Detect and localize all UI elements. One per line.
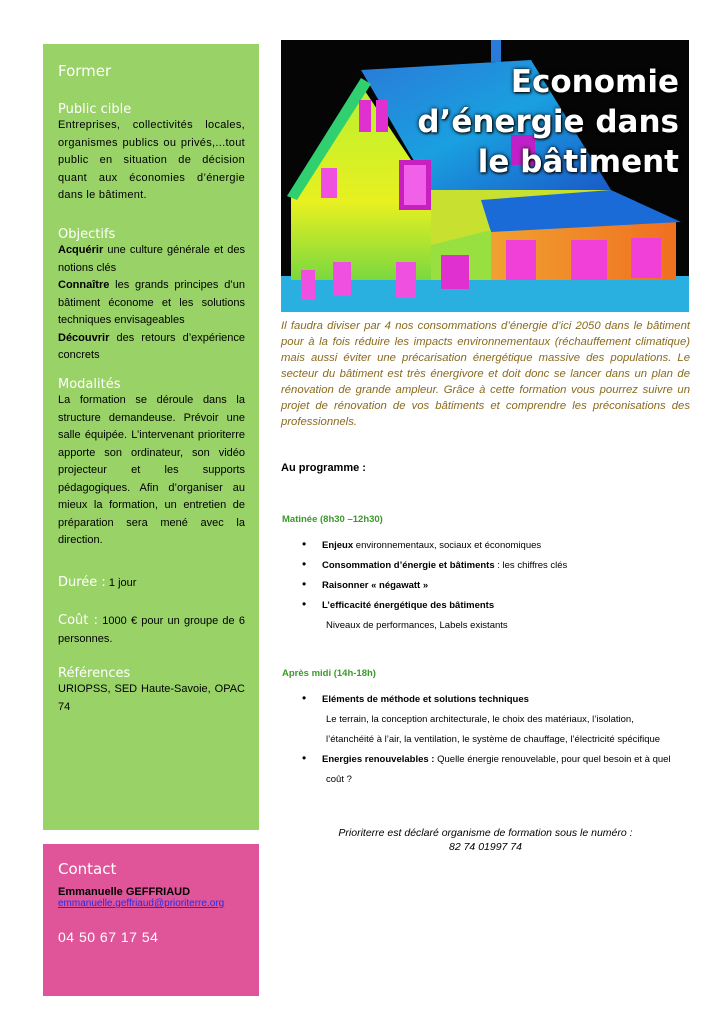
contact-title: Contact <box>58 860 117 878</box>
modalites-title: Modalités <box>58 377 121 392</box>
morning-list <box>302 536 692 636</box>
objectif-3: Découvrir des retours d’expérience concrets <box>58 331 245 361</box>
list-subitem: Le terrain, la conception architecturale, le choix des matériaux, l’isolation, <box>326 714 634 725</box>
contact-phone: 04 50 67 17 54 <box>58 929 159 945</box>
list-item: • Eléments de méthode et solutions techniques <box>302 691 529 705</box>
list-subitem: coût ? <box>326 774 352 785</box>
public-title: Public cible <box>58 102 132 117</box>
references-title: Références <box>58 666 131 681</box>
list-item: • Energies renouvelables : Quelle énergie renouvelable, pour quel besoin et à quel <box>302 751 671 765</box>
contact-name: Emmanuelle GEFFRIAUD <box>58 886 191 898</box>
objectifs-title: Objectifs <box>58 227 116 242</box>
afternoon-label: Après midi (14h-18h) <box>282 668 376 679</box>
contact-panel <box>43 844 259 996</box>
panel-header: Former <box>58 62 112 80</box>
intro-paragraph: Il faudra diviser par 4 nos consommations d’énergie d’ici 2050 dans le bâtiment pour à la fois réduire les impacts environnementaux (réchauffement climatique) mais aussi éviter une précarisation énergétique massive des populations. Le secteur du bâtiment est très énergivore et doit donc se lancer dans un plan de rénovation de grande ampleur. Grâce à cette formation vous pourrez suivre un projet de rénovation de vos bâtiments et comprendre les préconisations des professionnels. <box>281 320 690 428</box>
list-item: • Enjeux environnementaux, sociaux et économiques <box>302 537 542 551</box>
list-subitem: l’étanchéité à l’air, la ventilation, le système de chauffage, l’électricité spécifique <box>326 734 661 745</box>
hero-title: Economie d’énergie dans le bâtiment <box>417 64 679 180</box>
references-text: URIOPSS, SED Haute-Savoie, OPAC 74 <box>58 683 245 713</box>
public-text: Entreprises, collectivités locales, organismes publics ou privés,...tout public en situation de décision quant aux économies d’énergie dans le bâtiment. <box>58 119 245 201</box>
left-info-panel <box>43 44 259 830</box>
list-item: • Raisonner « négawatt » <box>302 577 429 591</box>
contact-email-link[interactable]: emmanuelle.geffriaud@prioriterre.org <box>58 898 225 909</box>
training-registration-note: Prioriterre est déclaré organisme de formation sous le numéro : 82 74 01997 74 <box>338 827 633 853</box>
morning-label: Matinée (8h30 –12h30) <box>282 514 383 525</box>
program-title: Au programme : <box>281 462 366 474</box>
duree-line: Durée : 1 jour <box>58 575 137 590</box>
list-item: • Consommation d’énergie et bâtiments : les chiffres clés <box>302 557 568 571</box>
thermal-house-image <box>281 40 689 312</box>
cout-line: Coût : 1000 € pour un groupe de 6 personnes. <box>58 613 245 645</box>
afternoon-list <box>302 690 692 790</box>
modalites-text: La formation se déroule dans la structure demandeuse. Prévoir une salle équipée. L’intervenant prioriterre apporte son ordinateur, son vidéo projecteur et les supports pédagogiques. Afin d’organiser au mieux la formation, un entretien de préparation sera mené avec la direction. <box>58 394 245 546</box>
list-item: • L’efficacité énergétique des bâtiments <box>302 597 495 611</box>
list-subitem: Niveaux de performances, Labels existants <box>326 620 508 631</box>
objectif-1: Acquérir une culture générale et des notions clés <box>58 244 245 274</box>
objectif-2: Connaître les grands principes d’un bâtiment économe et les solutions techniques envisageables <box>58 279 245 326</box>
